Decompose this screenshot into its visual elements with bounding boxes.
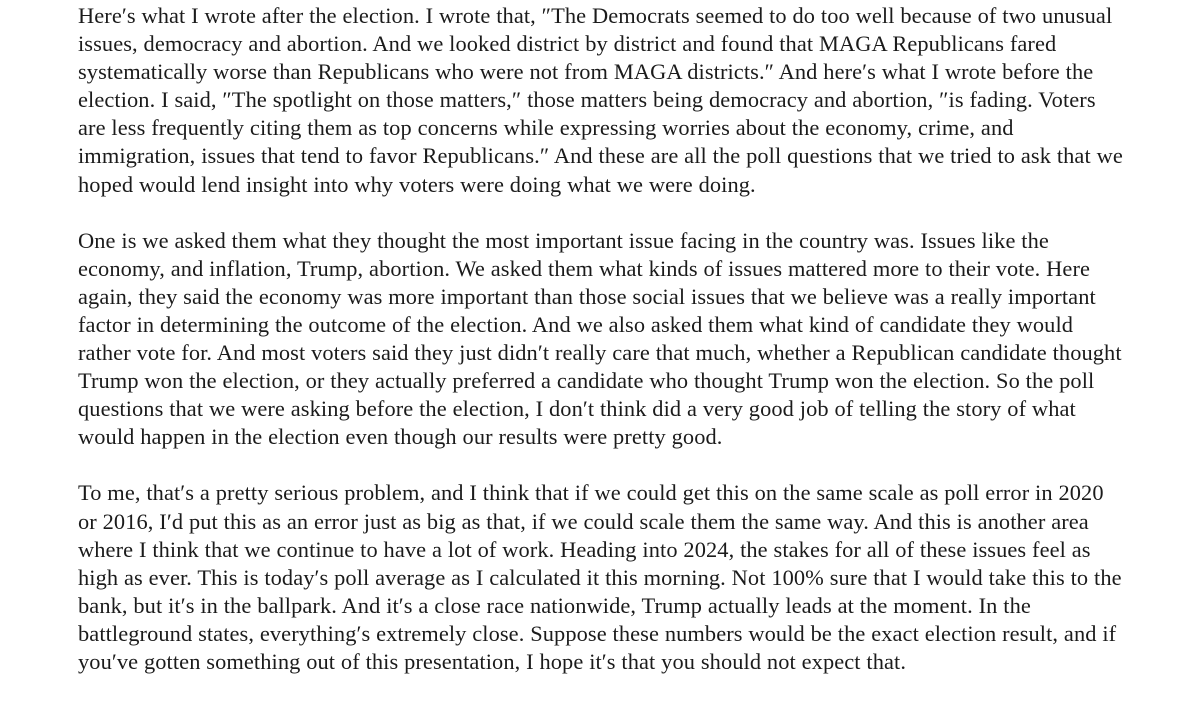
document-body	[78, 2, 1124, 676]
paragraph-1: Here′s what I wrote after the election. I wrote that, ″The Democrats seemed to do too well because of two unusual issues, democracy and abortion. And we looked district by district and found that MAGA Republicans fared systematically worse than Republicans who were not from MAGA districts.″ And here′s what I wrote before the election. I said, ″The spotlight on those matters,″ those matters being democracy and abortion, ″is fading. Voters are less frequently citing them as top concerns while expressing worries about the economy, crime, and immigration, issues that tend to favor Republicans.″ And these are all the poll questions that we tried to ask that we hoped would lend insight into why voters were doing what we were doing.	[78, 3, 1123, 197]
paragraph-2: One is we asked them what they thought the most important issue facing in the country was. Issues like the economy, and inflation, Trump, abortion. We asked them what kinds of issues mattered more to their vote. Here again, they said the economy was more important than those social issues that we believe was a really important factor in determining the outcome of the election. And we also asked them what kind of candidate they would rather vote for. And most voters said they just didn′t really care that much, whether a Republican candidate thought Trump won the election, or they actually preferred a candidate who thought Trump won the election. So the poll questions that we were asking before the election, I don′t think did a very good job of telling the story of what would happen in the election even though our results were pretty good.	[78, 227, 1122, 450]
paragraph-3: To me, that′s a pretty serious problem, and I think that if we could get this on the same scale as poll error in 2020 or 2016, I′d put this as an error just as big as that, if we could scale them the same way. And this is another area where I think that we continue to have a lot of work. Heading into 2024, the stakes for all of these issues feel as high as ever. This is today′s poll average as I calculated it this morning. Not 100% sure that I would take this to the bank, but it′s in the ballpark. And it′s a close race nationwide, Trump actually leads at the moment. In the battleground states, everything′s extremely close. Suppose these numbers would be the exact election result, and if you′ve gotten something out of this presentation, I hope it′s that you should not expect that.	[78, 480, 1122, 674]
